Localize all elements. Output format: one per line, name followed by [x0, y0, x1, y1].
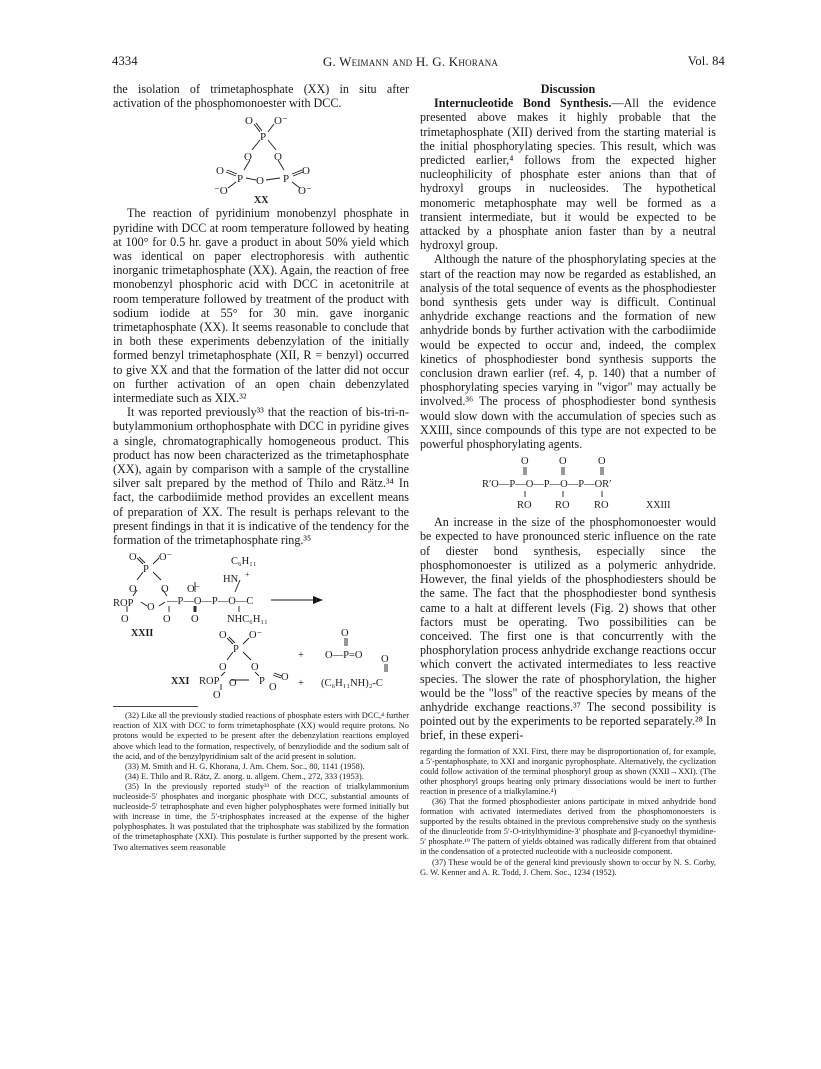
- scheme-chain: —P—O—P—O—C: [167, 596, 254, 608]
- xx-anion-top: O⁻: [274, 115, 288, 128]
- xx-p-right: P: [283, 173, 290, 186]
- scheme-plus-1: +: [298, 650, 304, 662]
- scheme-plus-2: +: [298, 678, 304, 690]
- scheme-o-11: O: [251, 662, 259, 674]
- xx-anion-left: ⁻O: [214, 185, 228, 198]
- trimetaphosphate-xx-structure: [206, 112, 316, 204]
- scheme-o-3: O: [161, 584, 169, 596]
- scheme-xxii-label: XXII: [131, 628, 154, 640]
- scheme-p-2: P: [233, 644, 239, 656]
- scheme-nhc6h11: NHC₆H₁₁: [227, 614, 268, 626]
- xx-ring-o-left: O: [244, 151, 252, 164]
- right-footnotes: [420, 747, 716, 878]
- footnote-rule: [113, 706, 198, 707]
- xx-oxo-left: O: [216, 165, 224, 178]
- footnote-35: (35) In the previously reported study³³ of the reaction of trialkylammonium nucleoside-5′ phosphates and inorganic phosphate with DCC, substantial amounts of nucleoside-5′ tetraphosphate and even higher polyphosphates were formed initially but with increase in time, the 5′-triphosphates increased at the expense of the higher polyphosphates. It was postulated that the triphosphate was stabilized by the formation of the trimetaphosphate (XXI). This postulate is further supported by the present work. Two alternatives seem reasonable: [113, 781, 409, 852]
- scheme-anion-1: O⁻: [159, 552, 173, 564]
- xxiii-ro-2: RO: [555, 500, 570, 512]
- xxiii-o-3: O: [598, 456, 606, 468]
- scheme-o-5: O: [121, 614, 129, 626]
- footnote-34: (34) E. Thilo and R. Rätz, Z. anorg. u. allgem. Chem., 272, 333 (1953).: [125, 771, 364, 781]
- scheme-o-6: O: [163, 614, 171, 626]
- scheme-p-eq-o: O—P=O: [325, 650, 363, 662]
- scheme-xxi-label: XXI: [171, 676, 190, 688]
- left-paragraph-3: It was reported previously³³ that the reaction of bis-tri-n-butylammonium orthophosphate with DCC in pyridine gives a single, chromatographically homogeneous product. This product has now been characterized as the trimetaphosphate (XX), again by comparison with a sample of the crystalline silver salt prepared by the method of Thilo and Rätz.³⁴ In fact, the carbodiimide method provides an excellent means of preparation of XX. The result is perhaps relevant to the present findings in that it is indicative of the tendency for the formation of the trimetaphosphate ring.³⁵: [113, 405, 409, 548]
- left-paragraph-1: the isolation of trimetaphosphate (XX) in situ after activation of the phosphomonoester with DCC.: [113, 82, 409, 111]
- scheme-o-8: O: [219, 630, 227, 642]
- runin-heading: Internucleotide Bond Synthesis.: [434, 96, 612, 111]
- xxiii-chain: R′O—P—O—P—O—P—OR′: [482, 479, 612, 491]
- xx-ring-o-right: O: [274, 151, 282, 164]
- scheme-p-1: P: [143, 564, 149, 576]
- scheme-plus-charge: +: [245, 570, 250, 580]
- scheme-o-4: O: [147, 602, 155, 614]
- scheme-urea: (C₆H₁₁NH)₂-C: [321, 678, 383, 690]
- xxiii-o-2: O: [559, 456, 567, 468]
- right-paragraph-1: [420, 96, 716, 252]
- xxiii-o-1: O: [521, 456, 529, 468]
- reaction-scheme-xxii-to-xxi: [113, 550, 409, 700]
- scheme-o-14: O: [281, 672, 289, 684]
- scheme-o-15: O: [213, 690, 221, 701]
- scheme-o-1: O: [129, 552, 137, 564]
- scheme-o-13: O: [229, 678, 237, 690]
- footnote-37: (37) These would be of the general kind previously shown to occur by N. S. Corby, G. W. Kenner and A. R. Todd, J. Chem. Soc., 1234 (1952).: [420, 857, 716, 877]
- scheme-o-7: O: [191, 614, 199, 626]
- discussion-heading: Discussion: [540, 82, 596, 96]
- scheme-anion-4: O: [269, 682, 277, 694]
- scheme-anion-2: O⁻: [187, 584, 201, 596]
- xx-oxo-right: O: [302, 165, 310, 178]
- struct-xxiii: [420, 453, 716, 513]
- left-footnotes: [113, 711, 409, 852]
- xxiii-label: XXIII: [646, 500, 671, 512]
- xx-ring-o-bottom: O: [256, 175, 264, 188]
- scheme-anion-3: O⁻: [249, 630, 263, 642]
- left-paragraph-2: The reaction of pyridinium monobenzyl phosphate in pyridine with DCC at room temperature followed by heating at 100° for 0.5 hr. gave a product in about 50% yield which was identical on paper electrophoresis with authentic inorganic trimetaphosphate (XX). Again, the reaction of free monobenzyl phosphoric acid with DCC in acetonitrile at room temperature followed by treatment of the product with sodium iodide at 55° for 30 min. gave inorganic trimetaphosphate (XX). It seems reasonable to conclude that in both these experiments debenzylation of the initially formed benzyl trimetaphosphate (XII, R = benzyl) occurred to give XX and that the formation of the latter did not occur on further activation of an open chain debenzylated intermediate such as XIX.³²: [113, 206, 409, 406]
- right-paragraph-3: An increase in the size of the phosphomonoester would be expected to have pronounced steric influence on the rate of diester bond synthesis, especially since the phosphomonoester is utilized as a polymeric anhydride. However, the final yields of the phosphodiesters should be the same. The fact that the phosphodiester bond synthesis came to a halt at different levels (Fig. 2) shows that other factors must be operating. Two possibilities can be conceived. The first one is that concurrently with the phosphorylation process anhydride exchange reactions occur which convert the activated intermediates to less reactive species. The slower the rate of phosphorylation, the higher would be the "loss" of the reactive species by means of the anhydride exchange reactions.³⁷ The second possibility is pointed out by the experiments to be reported separately.²⁸ In brief, in these experi-: [420, 515, 716, 743]
- xxiii-ro-3: RO: [594, 500, 609, 512]
- volume-label: Vol. 84: [687, 54, 725, 68]
- struct-xx-label: XX: [254, 195, 269, 205]
- xx-p-left: P: [237, 173, 244, 186]
- scheme-o-9: O: [341, 628, 349, 640]
- right-paragraph-1-text: —All the evidence presented above makes it highly probable that the trimetaphosphate (XII) derived from the starting material is the initial phosphorylating species. This result, which was predicted earlier,⁴ follows from the expected higher nucleophilicity of phosphate ester anions than that of hydroxyl groups in nucleosides. The hypothetical monomeric metaphosphate may well be formed as a transient intermediate, but it would be expected to be attacked by a phosphate anion faster than by a neutral hydroxyl group.: [420, 96, 716, 253]
- scheme-c6h11: C₆H₁₁: [231, 556, 257, 568]
- xx-oxo-top: O: [245, 115, 253, 128]
- xxiii-ro-1: RO: [517, 500, 532, 512]
- scheme-o-2: O: [129, 584, 137, 596]
- scheme-o-10: O: [219, 662, 227, 674]
- footnote-36: (36) That the formed phosphodiester anions participate in mixed anhydride bond formation with activated intermediates derived from the phosphomonoesters is supported by the results obtained in the previous comprehensive study on the synthesis of the dinucleotide from 5′-O-tritylthymidine-3′ phosphate and β-cyanoethyl thymidine-5′ phosphate.¹⁹ The pattern of yields obtained was radically different from that obtained in the condensation of a protected nucleotide with a nucleoside component.: [420, 797, 716, 857]
- xx-anion-right: O⁻: [298, 185, 312, 198]
- scheme-o-12: O: [381, 654, 389, 666]
- footnote-35-cont: regarding the formation of XXI. First, there may be disproportionation of, for example, a 5′-pentaphosphate, to XXI and inorganic pyrophosphate. Alternatively, the cyclization could follow activation of the terminal phosphoryl group as shown (XXII→XXI). (The other phosphoryl groups bearing only primary dissociations would be inert to further reaction in presence of a trialkylamine.⁴): [420, 746, 716, 796]
- running-title: G. Weimann and H. G. Khorana: [322, 54, 499, 69]
- scheme-rop-2: ROP: [199, 676, 220, 688]
- right-paragraph-2: Although the nature of the phosphorylating species at the start of the reaction may now be regarded as established, an analysis of the total sequence of events as the phosphodiester bond synthesis gets under way is difficult. Continual anhydride exchange reactions and the formation of new anhydride bonds by further activation with the carbodiimide would be expected to occur and, indeed, the complex kinetics of phosphodiester bond synthesis supports the conclusion drawn earlier (ref. 4, p. 140) that a number of phosphorylating species varying in "vigor" may actually be involved.³⁶ The process of phosphodiester bond synthesis would slow down with the accumulation of species such as XXIII, since compounds of this type are not expected to be powerful phosphorylating agents.: [420, 252, 716, 452]
- footnote-33: (33) M. Smith and H. G. Khorana, J. Am. Chem. Soc., 80, 1141 (1958).: [125, 761, 365, 771]
- right-column: [420, 82, 716, 878]
- page-number: 4334: [112, 54, 138, 68]
- xx-p-top: P: [260, 131, 267, 144]
- footnote-32: (32) Like all the previously studied reactions of phosphate esters with DCC,⁴ further reaction of XIX with DCC to form trimetaphosphate (XX) would require protons. No protons would be expected to be present after the debenzylation reactions employed above which lead to the formation, respectively, of benzyliodide and the sodium salt of the acid, and of the benzylpyridinium salt of the acid present in solution.: [113, 711, 409, 761]
- scheme-p-3: P: [259, 676, 265, 688]
- scheme-rop-1: ROP: [113, 598, 134, 610]
- scheme-hn: HN: [223, 574, 239, 586]
- left-column: [113, 82, 409, 853]
